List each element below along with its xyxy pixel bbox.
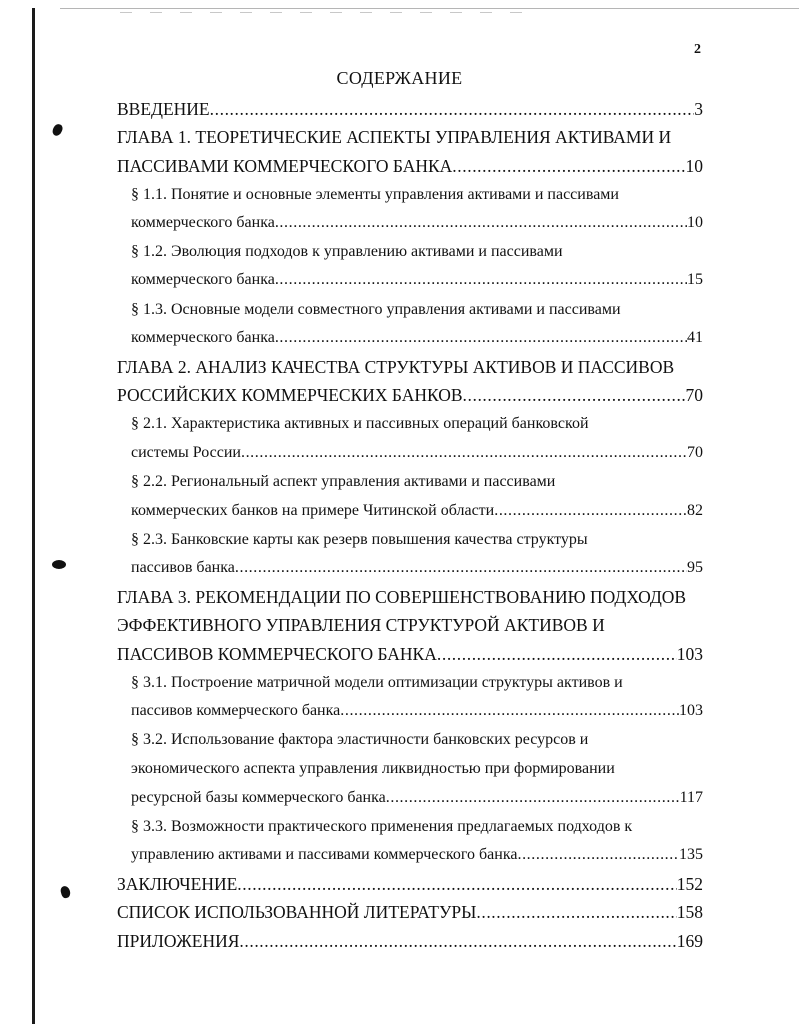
- toc-section-1-2[interactable]: коммерческого банка ..... 15: [131, 270, 703, 290]
- toc-page-number: 103: [676, 644, 703, 664]
- toc-page-number: 41: [687, 329, 703, 346]
- toc-page-number: 158: [676, 902, 703, 922]
- toc-page-number: 70: [687, 444, 703, 461]
- page-title: СОДЕРЖАНИЕ: [336, 68, 463, 88]
- toc-chapter-1[interactable]: [117, 155, 703, 177]
- toc-section-1-3-title[interactable]: § 1.3. Основные модели совместного управления активами и пассивами: [131, 301, 621, 318]
- toc-leader-dots: [463, 384, 686, 406]
- toc-section-3-1[interactable]: пассивов коммерческого банка ..... 103: [131, 701, 703, 721]
- toc-section-2-1[interactable]: системы России ..... 70: [131, 443, 703, 463]
- toc-page-number: 82: [687, 502, 703, 519]
- toc-section-1-2-title[interactable]: § 1.2. Эволюция подходов к управлению активами и пассивами: [131, 243, 563, 260]
- toc-chapter-2-title[interactable]: ГЛАВА 2. АНАЛИЗ КАЧЕСТВА СТРУКТУРЫ АКТИВОВ И ПАССИВОВ: [117, 357, 675, 377]
- toc-leader-dots: [437, 643, 677, 665]
- toc-entry-appendices[interactable]: [117, 930, 703, 952]
- toc-leader-dots: [452, 155, 685, 177]
- toc-section-2-3[interactable]: пассивов банка ..... 95: [131, 558, 703, 578]
- toc-section-1-3[interactable]: коммерческого банка ..... 41: [131, 328, 703, 348]
- toc-page-number: 169: [676, 931, 703, 951]
- toc-section-3-1-title[interactable]: § 3.1. Построение матричной модели оптимизации структуры активов и: [131, 674, 623, 691]
- toc-entry-label: РОССИЙСКИХ КОММЕРЧЕСКИХ БАНКОВ: [117, 385, 463, 405]
- toc-entry-label: ПРИЛОЖЕНИЯ: [117, 931, 240, 951]
- toc-section-3-3-title[interactable]: § 3.3. Возможности практического применения предлагаемых подходов к: [131, 818, 633, 835]
- toc-entry-label: ЗАКЛЮЧЕНИЕ: [117, 874, 238, 894]
- toc-section-1-1-title[interactable]: § 1.1. Понятие и основные элементы управления активами и пассивами: [131, 186, 619, 203]
- toc-leader-dots: [275, 270, 687, 290]
- toc-section-3-2-title-line-1[interactable]: § 3.2. Использование фактора эластичности банковских ресурсов и: [131, 731, 589, 748]
- toc-leader-dots: [340, 701, 679, 721]
- toc-entry-conclusion[interactable]: [117, 873, 703, 895]
- toc-page-number: 10: [685, 156, 703, 176]
- toc-page-number: 152: [676, 874, 703, 894]
- toc-leader-dots: [494, 501, 687, 521]
- toc-leader-dots: [476, 901, 676, 923]
- toc-section-2-2[interactable]: коммерческих банков на примере Читинской области ..... 82: [131, 501, 703, 521]
- toc-page-number: 70: [685, 385, 703, 405]
- toc-leader-dots: [386, 788, 680, 808]
- page-number: 2: [694, 42, 701, 57]
- toc-leader-dots: [237, 873, 676, 895]
- toc-page-number: 3: [694, 99, 703, 119]
- toc-leader-dots: [275, 213, 687, 233]
- toc-chapter-3-title-line-1[interactable]: ГЛАВА 3. РЕКОМЕНДАЦИИ ПО СОВЕРШЕНСТВОВАНИЮ ПОДХОДОВ: [117, 587, 687, 607]
- toc-entry-label: ПАССИВАМИ КОММЕРЧЕСКОГО БАНКА: [117, 156, 453, 176]
- toc-chapter-1-title[interactable]: ГЛАВА 1. ТЕОРЕТИЧЕСКИЕ АСПЕКТЫ УПРАВЛЕНИЯ АКТИВАМИ И: [117, 127, 672, 147]
- toc-page-number: 95: [687, 559, 703, 576]
- toc-leader-dots: [275, 328, 687, 348]
- toc-section-2-2-title[interactable]: § 2.2. Региональный аспект управления активами и пассивами: [131, 473, 556, 490]
- toc-leader-dots: [235, 558, 687, 578]
- toc-entry-intro[interactable]: [117, 98, 703, 120]
- toc-section-2-1-title[interactable]: § 2.1. Характеристика активных и пассивных операций банковской: [131, 415, 589, 432]
- toc-page-number: 135: [679, 846, 703, 863]
- toc-page-number: 117: [679, 789, 703, 806]
- toc-leader-dots: [517, 845, 679, 865]
- toc-section-1-1[interactable]: коммерческого банка ..... 10: [131, 213, 703, 233]
- toc-entry-label: ПАССИВОВ КОММЕРЧЕСКОГО БАНКА: [117, 644, 437, 664]
- toc-entry-bibliography[interactable]: [117, 901, 703, 923]
- toc-leader-dots: [239, 930, 676, 952]
- toc-section-3-2-title-line-2[interactable]: экономического аспекта управления ликвидностью при формировании: [131, 760, 615, 777]
- toc-entry-label: ВВЕДЕНИЕ: [117, 99, 210, 119]
- toc-chapter-3-title-line-2[interactable]: ЭФФЕКТИВНОГО УПРАВЛЕНИЯ СТРУКТУРОЙ АКТИВОВ И: [117, 615, 605, 635]
- toc-leader-dots: [210, 98, 695, 120]
- toc-page-number: 103: [679, 702, 703, 719]
- toc-page-number: 10: [687, 214, 703, 231]
- toc-entry-label: СПИСОК ИСПОЛЬЗОВАННОЙ ЛИТЕРАТУРЫ: [117, 902, 477, 922]
- toc-page-number: 15: [687, 271, 703, 288]
- toc-chapter-3[interactable]: [117, 643, 703, 665]
- toc-section-2-3-title[interactable]: § 2.3. Банковские карты как резерв повышения качества структуры: [131, 531, 588, 548]
- toc-section-3-2[interactable]: ресурсной базы коммерческого банка ..... 117: [131, 788, 703, 808]
- toc-chapter-2[interactable]: [117, 384, 703, 406]
- toc-leader-dots: [241, 443, 687, 463]
- toc-section-3-3[interactable]: управлению активами и пассивами коммерческого банка ..... 135: [131, 845, 703, 865]
